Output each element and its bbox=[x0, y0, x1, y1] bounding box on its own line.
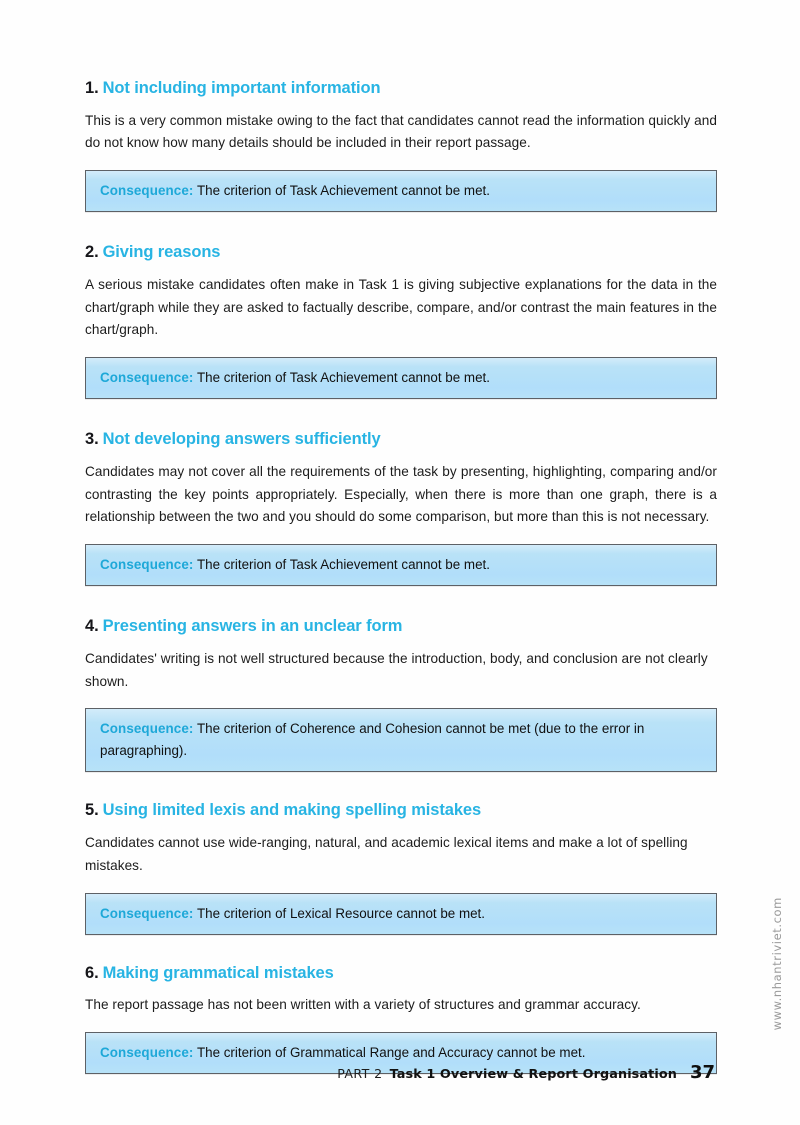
section-number-5: 5. bbox=[85, 801, 99, 820]
consequence-label-5: Consequence: bbox=[100, 905, 194, 921]
footer-part-label: PART 2 bbox=[337, 1066, 383, 1081]
page-number: 37 bbox=[689, 1062, 715, 1083]
consequence-text-4: The criterion of Coherence and Cohesion cannot be met (due to the error in paragraphing). bbox=[100, 721, 645, 759]
consequence-text-6: The criterion of Grammatical Range and Accuracy cannot be met. bbox=[193, 1045, 586, 1061]
consequence-box-1 bbox=[85, 170, 717, 212]
consequence-label-2: Consequence: bbox=[100, 370, 194, 386]
section-title-2: Giving reasons bbox=[102, 243, 221, 262]
section-title-6: Making grammatical mistakes bbox=[102, 963, 334, 982]
section-body-2: A serious mistake candidates often make in Task 1 is giving subjective explanations for the data in the chart/graph while they are asked to factually describe, compare, and/or contrast the main features in the chart/graph. bbox=[85, 276, 717, 338]
section-heading-5 bbox=[85, 800, 717, 821]
section-spacer bbox=[85, 935, 717, 963]
section-spacer bbox=[85, 586, 717, 616]
consequence-text-3: The criterion of Task Achievement cannot be met. bbox=[193, 557, 490, 573]
mistake-section-2 bbox=[85, 242, 717, 399]
section-spacer bbox=[85, 399, 717, 429]
section-number-2: 2. bbox=[85, 243, 99, 262]
section-title-4: Presenting answers in an unclear form bbox=[102, 617, 403, 636]
section-spacer bbox=[85, 772, 717, 800]
section-body-1: This is a very common mistake owing to the fact that candidates cannot read the information quickly and do not know how many details should be included in their report passage. bbox=[85, 112, 717, 151]
section-body-3: Candidates may not cover all the requirements of the task by presenting, highlighting, comparing and/or contrasting the key points appropriately. Especially, when there is more than one graph, there is a relationship between the two and you should do some comparison, but more than this is not necessary. bbox=[85, 463, 717, 525]
mistake-section-1 bbox=[85, 78, 717, 212]
consequence-box-2 bbox=[85, 357, 717, 399]
mistake-section-4 bbox=[85, 616, 717, 772]
section-spacer bbox=[85, 212, 717, 242]
consequence-label-6: Consequence: bbox=[100, 1045, 194, 1061]
section-title-5: Using limited lexis and making spelling mistakes bbox=[102, 801, 482, 820]
page-footer bbox=[0, 1062, 800, 1083]
consequence-label-3: Consequence: bbox=[100, 557, 194, 573]
consequence-text-5: The criterion of Lexical Resource cannot be met. bbox=[193, 905, 485, 921]
section-body-4: Candidates' writing is not well structured because the introduction, body, and conclusion are not clearly shown. bbox=[85, 650, 708, 689]
mistake-section-6 bbox=[85, 963, 717, 1074]
mistake-section-5 bbox=[85, 800, 717, 934]
section-number-4: 4. bbox=[85, 617, 99, 636]
section-title-1: Not including important information bbox=[102, 79, 381, 97]
section-number-6: 6. bbox=[85, 963, 99, 982]
consequence-label-4: Consequence: bbox=[100, 721, 194, 737]
section-heading-4 bbox=[85, 616, 717, 637]
consequence-box-5 bbox=[85, 893, 717, 935]
mistake-section-3 bbox=[85, 429, 717, 586]
section-title-3: Not developing answers sufficiently bbox=[102, 430, 381, 449]
section-body-5: Candidates cannot use wide-ranging, natural, and academic lexical items and make a lot of spelling mistakes. bbox=[85, 835, 688, 873]
footer-chapter-title: Task 1 Overview & Report Organisation bbox=[389, 1067, 677, 1082]
consequence-box-4 bbox=[85, 708, 717, 772]
section-heading-3 bbox=[85, 429, 717, 450]
section-heading-1 bbox=[85, 78, 717, 99]
website-url-watermark: www.nhantriviet.com bbox=[770, 896, 784, 1030]
consequence-box-3 bbox=[85, 544, 717, 586]
consequence-text-1: The criterion of Task Achievement cannot be met. bbox=[193, 183, 490, 199]
section-heading-6 bbox=[85, 963, 717, 984]
consequence-text-2: The criterion of Task Achievement cannot be met. bbox=[193, 370, 490, 386]
page-content bbox=[85, 78, 717, 1074]
section-heading-2 bbox=[85, 242, 717, 263]
section-number-1: 1. bbox=[85, 79, 99, 97]
section-number-3: 3. bbox=[85, 430, 99, 449]
consequence-label-1: Consequence: bbox=[100, 183, 194, 199]
section-body-6: The report passage has not been written with a variety of structures and grammar accuracy. bbox=[85, 997, 641, 1013]
